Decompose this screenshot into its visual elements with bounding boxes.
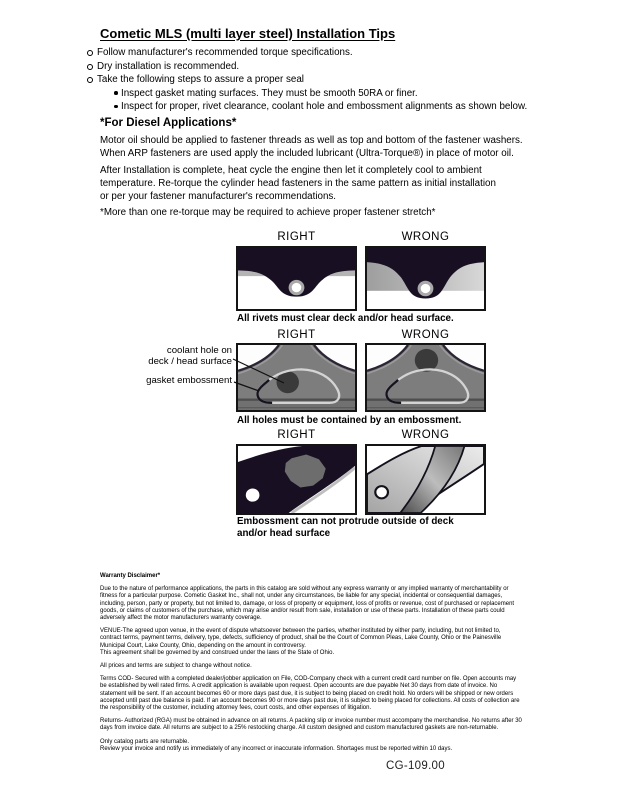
list-item [114, 87, 527, 101]
list-item [87, 46, 527, 60]
paragraph-line: temperature. Re-torque the cylinder head fasteners in the same pattern as initial installation [100, 177, 496, 189]
retorque-note: *More than one re-torque may be required to achieve proper fastener stretch* [100, 207, 436, 218]
coolant-wrong-diagram [365, 343, 486, 412]
disclaimer-paragraph: Terms COD- Secured with a completed dealer/jobber application on File, COD-Company check with a current credit card number on file. Open accounts may be established by well rated firms. A credit application is available upon request. Open accounts are due payable Net 30 days from date of invoice. No statement will be sent. If an account becomes 60 or more days past due, it is subject to being placed on credit hold. No orders will be shipped or new orders accepted until past due balance is paid. If an account becomes 90 or more days past due, it is subject to being placed for collections. All costs of collection are the responsibility of the customer, including attorney fees, court costs, and other expenses of litigation. [100, 676, 520, 712]
coolant-hole-label [108, 345, 232, 368]
tip-text: Inspect gasket mating surfaces. They must be smooth 50RA or finer. [121, 87, 418, 99]
tip-text: Take the following steps to assure a proper seal [97, 74, 304, 86]
disclaimer-paragraph: VENUE-The agreed upon venue, in the event of dispute whatsoever between the parties, whether instituted by either party, including, but not limited to, contract terms, payment terms, delivery, type, defects, sufficiency of product, shall be the Court of Common Pleas, Lake County, Ohio or the Painesville Municipal Court, Lake County, Ohio, depending on the amount in controversy. [100, 628, 502, 649]
paragraph-line: When ARP fasteners are used apply the included lubricant (Ultra-Torque®) in place of motor oil. [100, 147, 514, 159]
paragraph-line: After Installation is complete, heat cycle the engine then let it completely cool to ambient [100, 165, 482, 176]
disclaimer-paragraph: Review your invoice and notify us immediately of any incorrect or inaccurate information. Shortages must be reported within 10 days. [100, 745, 453, 752]
protrusion-right-diagram [236, 444, 357, 515]
list-item [87, 60, 527, 74]
coolant-right-diagram [236, 343, 357, 412]
warranty-disclaimer [100, 573, 522, 759]
disclaimer-paragraph: Returns- Authorized (RGA) must be obtained in advance on all returns. A packing slip or invoice number must accompany the merchandise. No returns after 30 days from invoice date. All returns are subject to a 25% restocking charge. All custom designed and custom manufactured gaskets are non-returnable. [100, 718, 522, 732]
disclaimer-paragraph: Due to the nature of performance applications, the parts in this catalog are sold without any express warranty or any implied warranty of merchantability or fitness for a particular purpose. Cometic Gasket Inc., shall not, under any circumstances, be liable for any special, incidental or consequential damages, including, person, party or property, but not limited to, damage, or loss of property or equipment, loss of profits or revenue, cost of purchased or replacement goods, or claims of customers of the purchase, which may arise and/or result from sale, installation or use of these parts. Installation of these parts could adversely affect the motor manufacturers warranty coverage. [100, 586, 515, 622]
tip-text: Follow manufacturer's recommended torque specifications. [97, 47, 353, 58]
label-line: deck / head surface [148, 356, 232, 368]
disclaimer-heading: Warranty Disclaimer* [100, 573, 161, 579]
caption-line: and/or head surface [237, 527, 331, 539]
diagram3-right-label: RIGHT [277, 429, 316, 441]
dot-bullet-icon [114, 91, 118, 95]
diagram2-wrong-label: WRONG [401, 329, 450, 341]
protrusion-wrong-diagram [365, 444, 486, 515]
circle-bullet-icon [87, 64, 93, 70]
installation-tips-list [87, 46, 527, 114]
rivet-wrong-diagram [365, 246, 486, 311]
paragraph-line: Motor oil should be applied to fastener threads as well as top and bottom of the fastener washers. [100, 135, 523, 146]
label-line: coolant hole on [166, 345, 232, 356]
rivets-caption: All rivets must clear deck and/or head surface. [237, 313, 454, 324]
disclaimer-paragraph: All prices and terms are subject to change without notice. [100, 663, 252, 670]
gasket-embossment-label: gasket embossment [146, 375, 232, 386]
diesel-section-heading: *For Diesel Applications* [100, 117, 237, 129]
protrusion-caption [237, 516, 454, 539]
diesel-paragraph-2 [100, 165, 496, 203]
list-item [114, 100, 527, 114]
caption-line: Embossment can not protrude outside of deck [237, 516, 454, 527]
disclaimer-paragraph: Only catalog parts are returnable. [100, 738, 190, 745]
holes-caption: All holes must be contained by an embossment. [237, 415, 462, 426]
circle-bullet-icon [87, 50, 93, 56]
dot-bullet-icon [114, 105, 118, 109]
page-title: Cometic MLS (multi layer steel) Installation Tips [100, 26, 396, 41]
paragraph-line: or per your fastener manufacturer's recommendations. [100, 190, 337, 202]
tip-text: Inspect for proper, rivet clearance, coolant hole and embossment alignments as shown below. [121, 101, 528, 113]
diagram1-wrong-label: WRONG [401, 231, 450, 243]
diagram1-right-label: RIGHT [277, 231, 316, 243]
list-item [87, 73, 527, 87]
diagram3-wrong-label: WRONG [401, 429, 450, 441]
tip-text: Dry installation is recommended. [97, 60, 240, 72]
page-code: CG-109.00 [386, 760, 445, 772]
disclaimer-paragraph: This agreement shall be governed by and construed under the laws of the State of Ohio. [100, 649, 335, 656]
circle-bullet-icon [87, 77, 93, 83]
rivet-right-diagram [236, 246, 357, 311]
diagram2-right-label: RIGHT [277, 329, 316, 341]
diesel-paragraph-1 [100, 135, 523, 161]
